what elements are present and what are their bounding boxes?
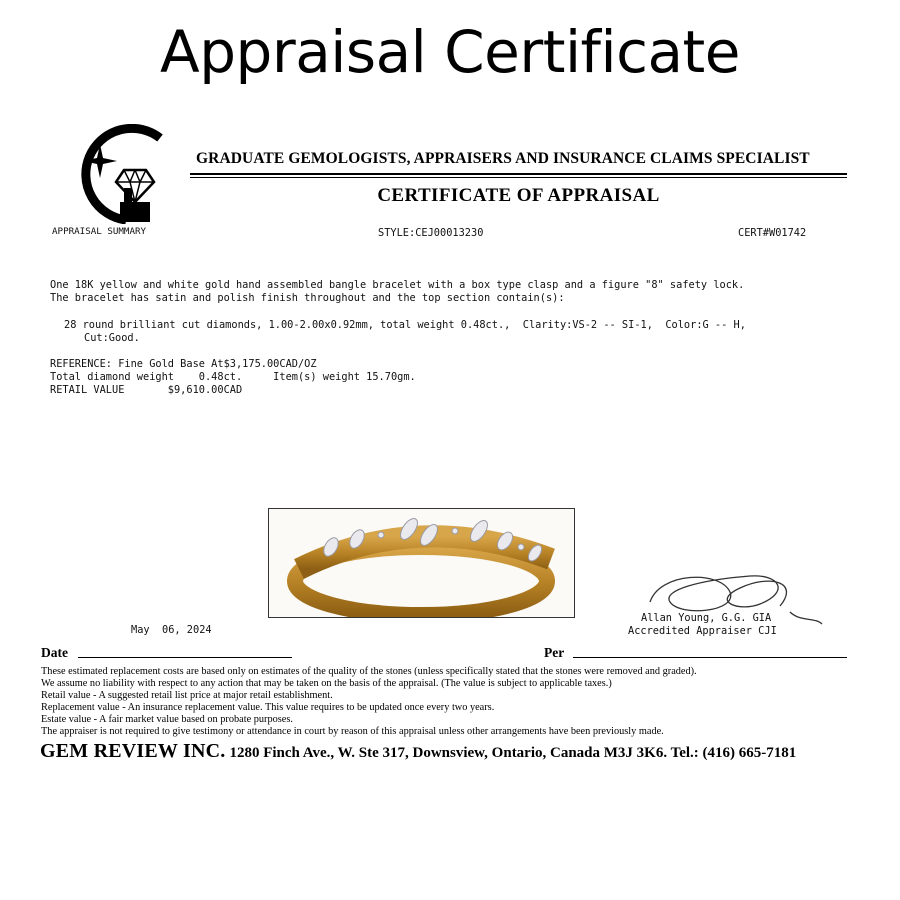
header-rule-bottom	[190, 177, 847, 178]
disclaimer-line: Estate value - A fair market value based on probate purposes.	[41, 714, 293, 725]
cert-number: CERT#W01742	[738, 227, 807, 239]
disclaimer-line: Retail value - A suggested retail list price at major retail establishment.	[41, 690, 333, 701]
company-footer	[40, 740, 796, 763]
logo-label: APPRAISAL SUMMARY	[52, 226, 147, 237]
disclaimer-line: The appraiser is not required to give testimony or attendance in court by reason of this appraisal unless other arrangements have been previously made.	[41, 726, 664, 737]
company-address: 1280 Finch Ave., W. Ste 317, Downsview, Ontario, Canada M3J 3K6. Tel.: (416) 665-7181	[229, 745, 797, 761]
certificate-title: CERTIFICATE OF APPRAISAL	[377, 185, 660, 206]
company-logo	[64, 124, 174, 224]
disclaimer-line: Replacement value - An insurance replacement value. This value requires to be updated once every two years.	[41, 702, 495, 713]
appraisal-date: May 06, 2024	[131, 624, 212, 636]
weight-line: Total diamond weight 0.48ct. Item(s) weight 15.70gm.	[50, 371, 416, 383]
diamond-line: Cut:Good.	[84, 332, 140, 344]
appraiser-name: Allan Young, G.G. GIA	[641, 612, 772, 624]
description-line: The bracelet has satin and polish finish throughout and the top section contain(s):	[50, 292, 565, 304]
company-name: GEM REVIEW INC.	[40, 740, 226, 762]
per-label: Per	[544, 645, 565, 660]
date-label: Date	[41, 645, 68, 660]
disclaimer-line: These estimated replacement costs are based only on estimates of the quality of the stones (unless specifically stated that the stones were removed and graded).	[41, 666, 697, 677]
description-line: One 18K yellow and white gold hand assembled bangle bracelet with a box type clasp and a figure "8" safety lock.	[50, 279, 745, 291]
retail-value-line: RETAIL VALUE $9,610.00CAD	[50, 384, 243, 396]
header-rule-top	[190, 173, 847, 175]
disclaimer-line: We assume no liability with respect to any action that may be taken on the basis of the appraisal. (The value is subject to applicable taxes.)	[41, 678, 612, 689]
bracelet-photo	[268, 508, 575, 618]
appraiser-title: Accredited Appraiser CJI	[628, 625, 777, 637]
page-title: Appraisal Certificate	[160, 18, 740, 86]
reference-line: REFERENCE: Fine Gold Base At$3,175.00CAD/OZ	[50, 358, 317, 370]
style-number: STYLE:CEJ00013230	[378, 227, 484, 239]
diamond-line: 28 round brilliant cut diamonds, 1.00-2.00x0.92mm, total weight 0.48ct., Clarity:VS-2 -- SI-1, Color:G -- H,	[64, 319, 746, 331]
date-line	[78, 657, 292, 658]
per-line	[573, 657, 847, 658]
organization-name: GRADUATE GEMOLOGISTS, APPRAISERS AND INSURANCE CLAIMS SPECIALIST	[196, 150, 810, 167]
